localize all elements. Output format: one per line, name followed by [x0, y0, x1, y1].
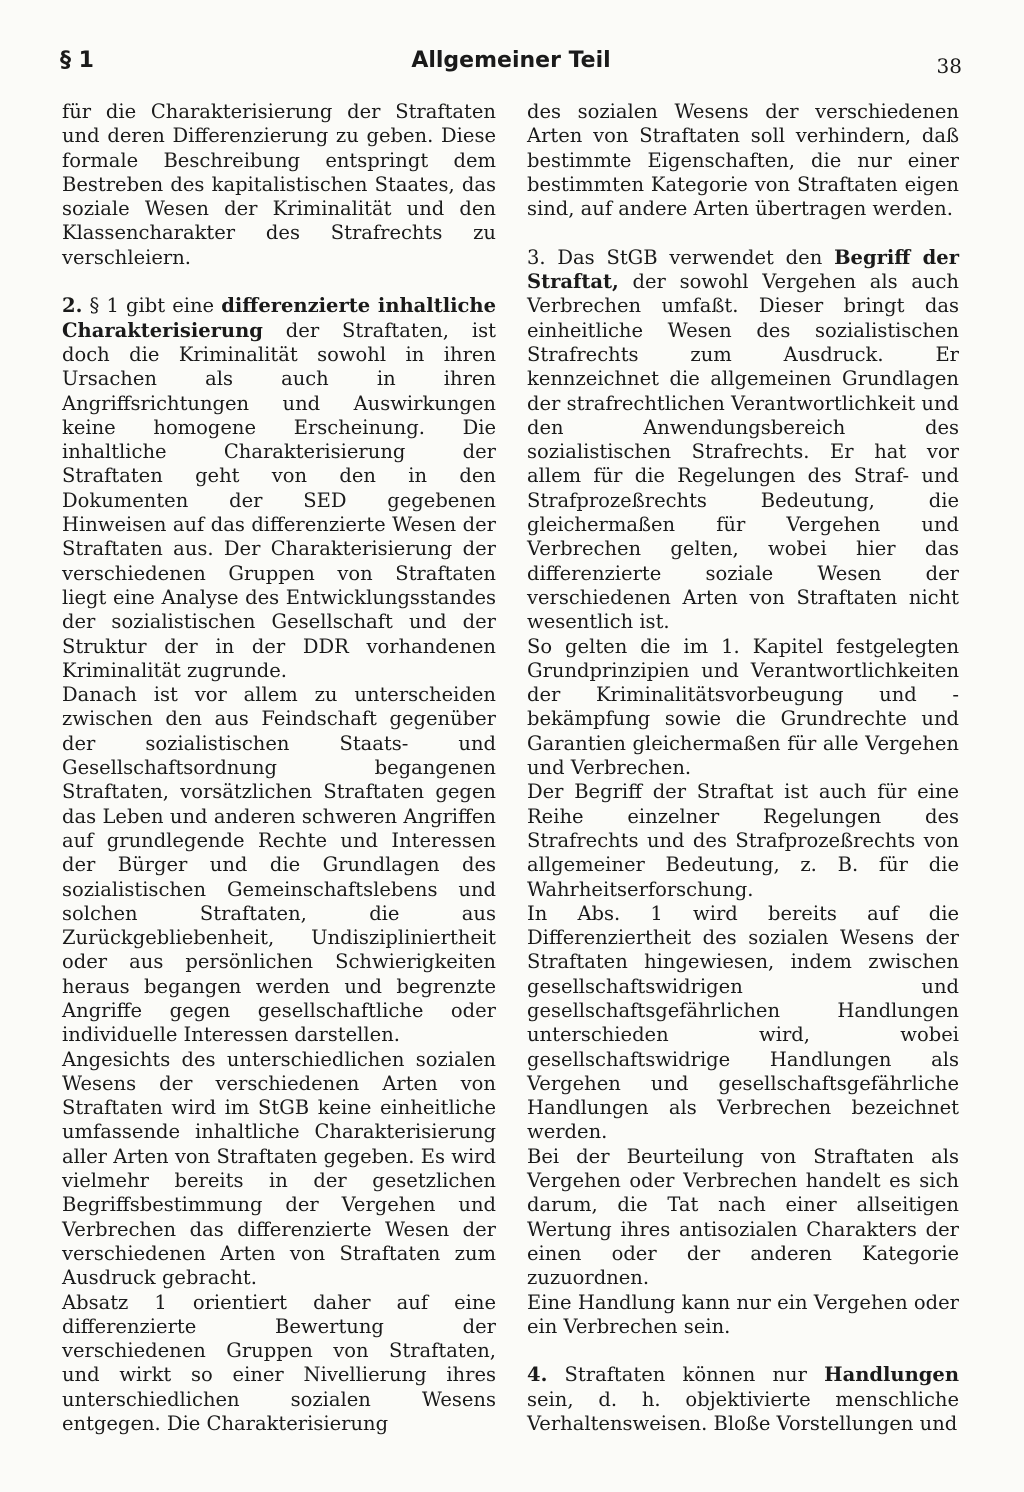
- left-column: [62, 100, 496, 1436]
- paragraph-3: [527, 246, 959, 635]
- section-mark: § 1: [60, 48, 94, 73]
- text-run: sein, d. h. objektivierte menschliche Verhaltensweisen. Bloße Vorstellungen und: [527, 1387, 959, 1436]
- text-run: § 1 gibt eine: [82, 294, 222, 318]
- paragraph: So gelten die im 1. Kapitel festgelegten Grundprinzipien und Verantwortlichkeiten der Kriminalitätsvorbeugung und -bekämpfung sowie die Grundrechte und Garantien gleichermaßen für alle Vergehen und Verbrechen.: [527, 634, 959, 780]
- paragraph: Angesichts des unterschiedlichen sozialen Wesens der verschiedenen Arten von Straftaten wird im StGB keine einheitliche umfassende inhaltliche Charakterisierung aller Arten von Straftaten gegeben. Es wird vielmehr bereits in der gesetzlichen Begriffsbestimmung der Vergehen und Verbrechen das differenzierte Wesen der verschiedenen Arten von Straftaten zum Ausdruck gebracht.: [62, 1047, 496, 1290]
- paragraph-continued: für die Charakterisierung der Straftaten und deren Differenzierung zu geben. Diese formale Beschreibung entspringt dem Bestreben des kapitalistischen Staates, das soziale Wesen der Kriminalität und den Klassencharakter des Strafrechts zu verschleiern.: [62, 100, 496, 269]
- bold-term: Handlungen: [824, 1363, 959, 1387]
- text-run: der Straftaten, ist doch die Kriminalität sowohl in ihren Ursachen als auch in ihren Angriffsrichtungen und Auswirkungen keine homogene Erscheinung. Die inhaltliche Charakterisierung der Straftaten geht von den in den Dokumenten der SED gegebenen Hinweisen auf das differenzierte Wesen der Straftaten aus. Der Charakterisierung der verschiedenen Gruppen von Straftaten liegt eine Analyse des Entwicklungsstandes der sozialistischen Gesellschaft und der Struktur der in der DDR vorhandenen Kriminalität zugrunde.: [62, 318, 496, 682]
- paragraph-number: 3.: [527, 245, 546, 269]
- paragraph-4: [527, 1363, 959, 1436]
- paragraph-number: 4.: [527, 1363, 548, 1387]
- paragraph-continued: des sozialen Wesens der verschiedenen Arten von Straftaten soll verhindern, daß bestimmte Eigenschaften, die nur einer bestimmten Kategorie von Straftaten eigen sind, auf andere Arten übertragen werden.: [527, 100, 959, 221]
- bold-term: Begriff der Straftat,: [527, 245, 959, 294]
- page-number: 38: [936, 54, 962, 78]
- right-column: [527, 100, 959, 1436]
- paragraph: In Abs. 1 wird bereits auf die Differenziertheit des sozialen Wesens der Straftaten hingewiesen, indem zwischen gesellschaftswidrigen und gesellschaftsgefährlichen Handlungen unterschieden wird, wobei gesellschaftswidrige Handlungen als Vergehen und gesellschaftsgefährliche Handlungen als Verbrechen bezeichnet werden.: [527, 901, 959, 1144]
- paragraph: Eine Handlung kann nur ein Vergehen oder ein Verbrechen sein.: [527, 1290, 959, 1338]
- paragraph: Absatz 1 orientiert daher auf eine differenzierte Bewertung der verschiedenen Gruppen von Straftaten, und wirkt so einer Nivellierung ihres unterschiedlichen sozialen Wesens entgegen. Die Charakterisierung: [62, 1290, 496, 1436]
- paragraph: Bei der Beurteilung von Straftaten als Vergehen oder Verbrechen handelt es sich darum, die Tat nach einer allseitigen Wertung ihres antisozialen Charakters der einen oder der anderen Kategorie zuzuordnen.: [527, 1144, 959, 1290]
- chapter-title: Allgemeiner Teil: [411, 48, 611, 73]
- paragraph: Der Begriff der Straftat ist auch für eine Reihe einzelner Regelungen des Strafrechts und des Strafprozeßrechts von allgemeiner Bedeutung, z. B. für die Wahrheitserforschung.: [527, 780, 959, 901]
- running-header: [60, 48, 962, 84]
- paragraph-2: [62, 294, 496, 683]
- paragraph-number: 2.: [62, 294, 83, 318]
- bold-term: differenzierte inhaltliche Charakterisierung: [62, 294, 496, 342]
- paragraph: Danach ist vor allem zu unterscheiden zwischen den aus Feindschaft gegenüber der sozialistischen Staats- und Gesellschaftsordnung begangenen Straftaten, vorsätzlichen Straftaten gegen das Leben und anderen schweren Angriffen auf grundlegende Rechte und Interessen der Bürger und die Grundlagen des sozialistischen Gemeinschaftslebens und solchen Straftaten, die aus Zurückgebliebenheit, Undiszipliniertheit oder aus persönlichen Schwierigkeiten heraus begangen werden und begrenzte Angriffe gegen gesellschaftliche oder individuelle Interessen darstellen.: [62, 683, 496, 1047]
- text-run: Straftaten können nur: [547, 1363, 825, 1387]
- text-run: der sowohl Vergehen als auch Verbrechen umfaßt. Dieser bringt das einheitliche Wesen des sozialistischen Strafrechts zum Ausdruck. Er kennzeichnet die allgemeinen Grundlagen der strafrechtlichen Verantwortlichkeit und den Anwendungsbereich des sozialistischen Strafrechts. Er hat vor allem für die Regelungen des Straf- und Strafprozeßrechts Bedeutung, die gleichermaßen für Vergehen und Verbrechen gelten, wobei hier das differenzierte soziale Wesen der verschiedenen Arten von Straftaten nicht wesentlich ist.: [527, 270, 959, 634]
- text-run: Das StGB verwendet den: [545, 245, 835, 269]
